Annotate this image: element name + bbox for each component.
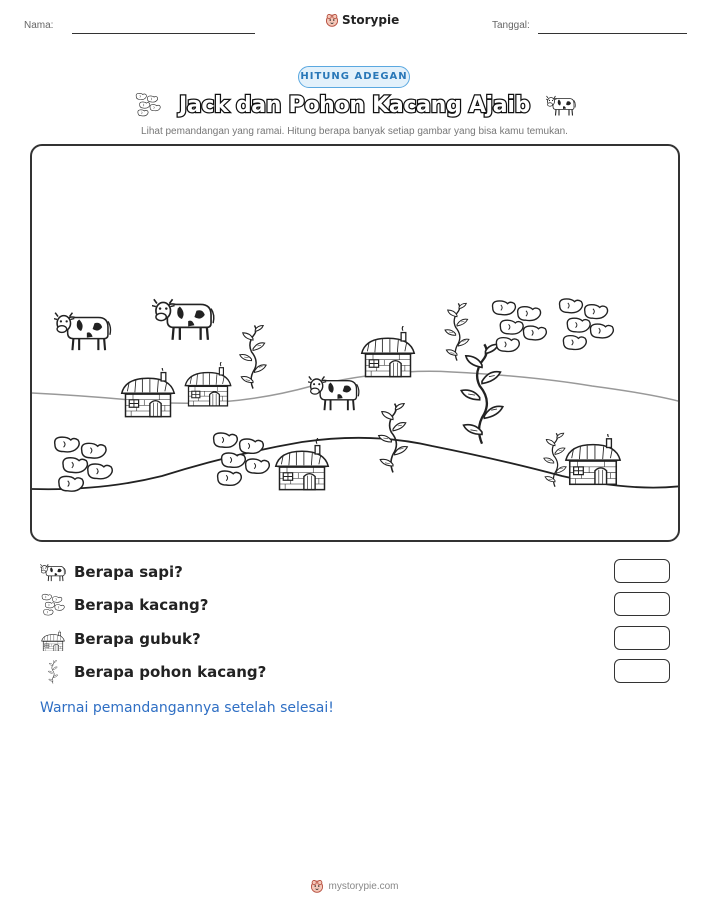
scene-illustration: [32, 146, 680, 542]
storypie-icon: [325, 13, 339, 27]
cow-icon: [40, 560, 66, 584]
footer-url: mystorypie.com: [328, 880, 399, 892]
question-beans: [40, 592, 670, 618]
question-beanstalks: [40, 659, 670, 685]
beanstalk-1: [240, 325, 266, 388]
storypie-icon: [310, 879, 324, 893]
hut-1: [122, 365, 175, 417]
beanstalk-icon: [40, 660, 66, 684]
question-huts: [40, 626, 670, 652]
cow-3: [307, 376, 359, 410]
question-label: Berapa pohon kacang?: [74, 663, 267, 681]
hut-5: [566, 431, 620, 484]
beans-2: [560, 299, 614, 350]
brand-logo: [325, 13, 399, 27]
beanstalk-5: [544, 433, 566, 487]
title-row: [0, 92, 709, 118]
brand-name: Storypie: [342, 13, 400, 27]
beanstalk-4: [379, 404, 408, 473]
page-subtitle: Lihat pemandangan yang ramai. Hitung berapa banyak setiap gambar yang bisa kamu temukan.: [141, 126, 568, 137]
beanstalk-2: [445, 303, 469, 360]
name-label: Nama:: [24, 20, 54, 31]
answer-box-beanstalks[interactable]: [614, 659, 670, 683]
date-label: Tanggal:: [492, 20, 530, 31]
date-line[interactable]: [538, 33, 687, 34]
page-title: Jack dan Pohon Kacang Ajaib: [178, 92, 531, 118]
coloring-instruction: Warnai pemandangannya setelah selesai!: [40, 700, 334, 716]
cow-1: [53, 313, 110, 350]
cow-2: [152, 299, 214, 340]
answer-box-beans[interactable]: [614, 592, 670, 616]
beans-1: [493, 301, 547, 352]
cow-icon: [546, 92, 576, 118]
hut-icon: [40, 627, 66, 651]
counting-scene: [30, 144, 680, 542]
footer: [0, 879, 709, 893]
question-label: Berapa sapi?: [74, 563, 183, 581]
hut-2: [185, 361, 231, 406]
beans-icon: [40, 593, 66, 617]
answer-box-huts[interactable]: [614, 626, 670, 650]
name-line[interactable]: [72, 33, 255, 34]
hut-3: [362, 325, 415, 377]
beanstalk-3: [461, 344, 503, 443]
activity-badge: HITUNG ADEGAN: [298, 66, 410, 88]
beans-4: [214, 433, 270, 485]
beans-icon: [133, 92, 163, 118]
beans-3: [55, 437, 113, 491]
question-label: Berapa kacang?: [74, 596, 209, 614]
question-label: Berapa gubuk?: [74, 630, 201, 648]
question-cows: [40, 559, 670, 585]
answer-box-cows[interactable]: [614, 559, 670, 583]
